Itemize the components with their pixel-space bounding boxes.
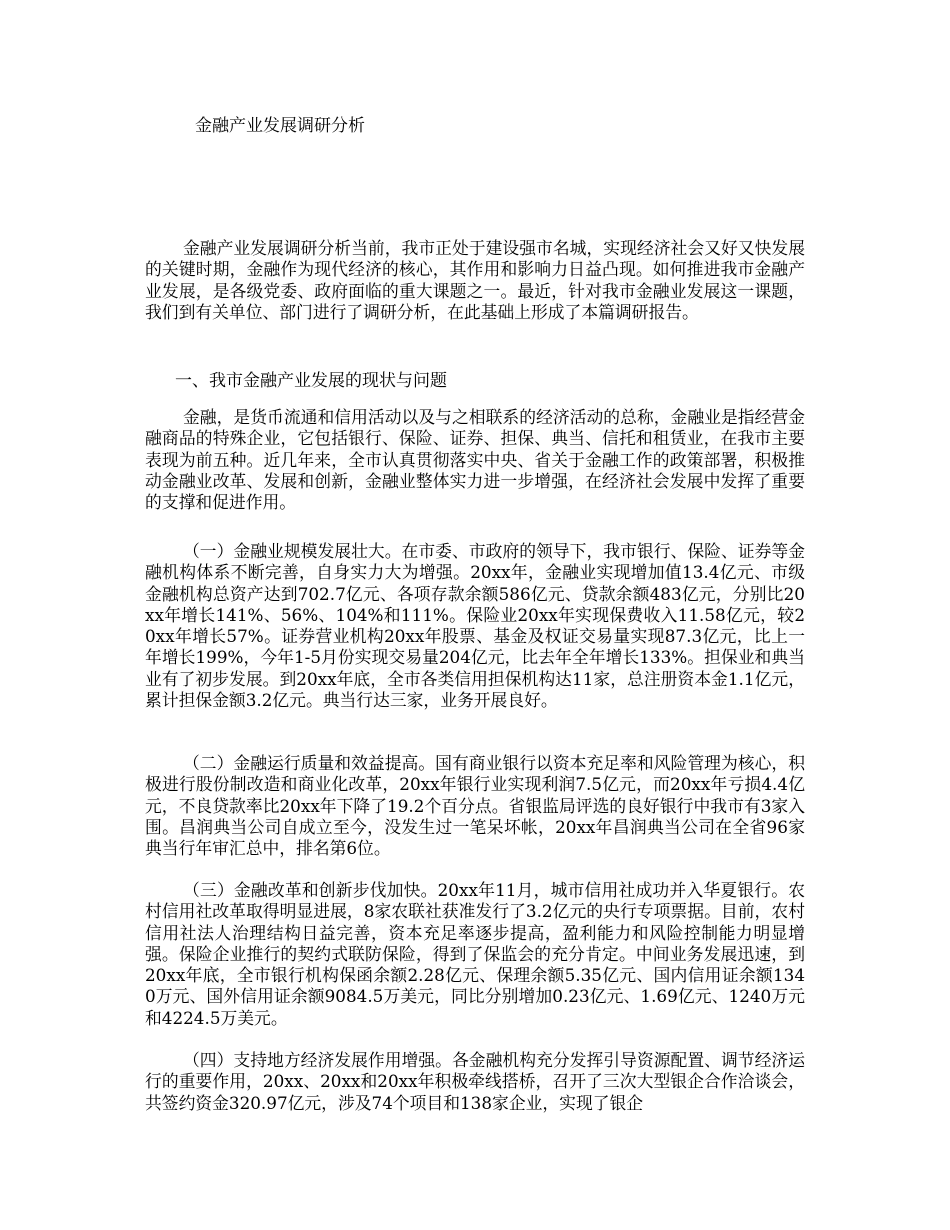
point-3-paragraph: （三）金融改革和创新步伐加快。20xx年11月，城市信用社成功并入华夏银行。农村信用社改革取得明显进展，8家农联社获准发行了3.2亿元的央行专项票据。目前，农村信用社法人治理结构日益完善，资本充足率逐步提高，盈利能力和风险控制能力明显增强。保险企业推行的契约式联防保险，得到了保监会的充分肯定。中间业务发展迅速，到20xx年底，全市银行机构保函余额2.28亿元、保理余额5.35亿元、国内信用证余额1340万元、国外信用证余额9084.5万美元，同比分别增加0.23亿元、1.69亿元、1240万元和4224.5万美元。 bbox=[145, 880, 805, 1028]
document-title: 金融产业发展调研分析 bbox=[195, 116, 365, 136]
point-1-paragraph: （一）金融业规模发展壮大。在市委、市政府的领导下，我市银行、保险、证券等金融机构体系不断完善，自身实力大为增强。20xx年，金融业实现增加值13.4亿元、市级金融机构总资产达到702.7亿元、各项存款余额586亿元、贷款余额483亿元，分别比20xx年增长141%、56%、104%和111%。保险业20xx年实现保费收入11.58亿元，较20xx年增长57%。证券营业机构20xx年股票、基金及权证交易量实现87.3亿元，比上一年增长199%，今年1-5月份实现交易量204亿元，比去年全年增长133%。担保业和典当业有了初步发展。到20xx年底，全市各类信用担保机构达11家，总注册资本金1.1亿元，累计担保金额3.2亿元。典当行达三家，业务开展良好。 bbox=[145, 541, 805, 711]
point-2-paragraph: （二）金融运行质量和效益提高。国有商业银行以资本充足率和风险管理为核心，积极进行股份制改造和商业化改革，20xx年银行业实现利润7.5亿元，而20xx年亏损4.4亿元，不良贷款率比20xx年下降了19.2个百分点。省银监局评选的良好银行中我市有3家入围。昌润典当公司自成立至今，没发生过一笔呆坏帐，20xx年昌润典当公司在全省96家典当行年审汇总中，排名第6位。 bbox=[145, 753, 805, 859]
intro-paragraph: 金融产业发展调研分析当前，我市正处于建设强市名城，实现经济社会又好又快发展的关键时期，金融作为现代经济的核心，其作用和影响力日益凸现。如何推进我市金融产业发展，是各级党委、政府面临的重大课题之一。最近，针对我市金融业发展这一课题，我们到有关单位、部门进行了调研分析，在此基础上形成了本篇调研报告。 bbox=[145, 238, 805, 322]
section-heading: 一、我市金融产业发展的现状与问题 bbox=[175, 371, 447, 391]
overview-paragraph: 金融，是货币流通和信用活动以及与之相联系的经济活动的总称，金融业是指经营金融商品的特殊企业，它包括银行、保险、证券、担保、典当、信托和租赁业，在我市主要表现为前五种。近几年来，全市认真贯彻落实中央、省关于金融工作的政策部署，积极推动金融业改革、发展和创新，金融业整体实力进一步增强，在经济社会发展中发挥了重要的支撑和促进作用。 bbox=[145, 407, 805, 513]
point-4-paragraph: （四）支持地方经济发展作用增强。各金融机构充分发挥引导资源配置、调节经济运行的重要作用，20xx、20xx和20xx年积极牵线搭桥，召开了三次大型银企合作洽谈会，共签约资金320.97亿元，涉及74个项目和138家企业，实现了银企 bbox=[145, 1050, 805, 1113]
